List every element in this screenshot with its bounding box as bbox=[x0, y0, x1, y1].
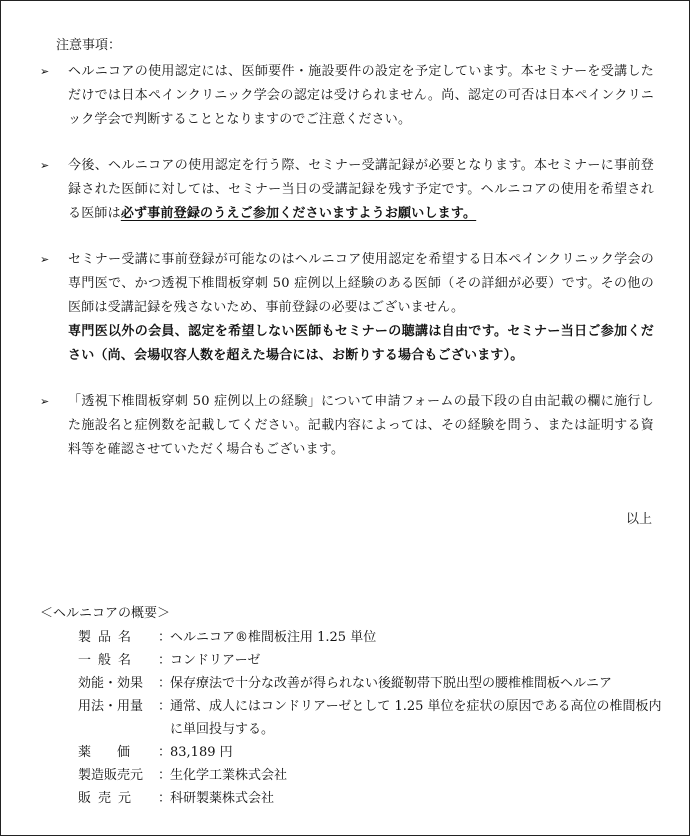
notice-item-text-body: 今後、ヘルニコアの使用認定を行う際、セミナー受講記録が必要となります。本セミナーに事前登録された医師に対しては、セミナー当日の受講記録を残す予定です。ヘルニコアの使用を希望される医師は bbox=[68, 158, 654, 221]
summary-label: 販売元 bbox=[78, 791, 139, 806]
summary-row-product-name bbox=[78, 626, 662, 649]
summary-row-manufacturer bbox=[78, 764, 662, 787]
summary-value: 通常、成人にはコンドリアーゼとして 1.25 単位を症状の原因である高位の椎間板内に単回投与する。 bbox=[170, 699, 662, 737]
summary-colon: ： bbox=[158, 676, 172, 691]
summary-row-indication bbox=[78, 672, 662, 695]
summary-value: 保存療法で十分な改善が得られない後縦靭帯下脱出型の腰椎椎間板ヘルニア bbox=[170, 676, 613, 691]
notice-item-3 bbox=[40, 248, 660, 368]
notice-item-2 bbox=[40, 154, 660, 226]
summary-colon: ： bbox=[158, 791, 172, 806]
summary-value: 生化学工業株式会社 bbox=[170, 768, 288, 783]
notice-item-text bbox=[68, 248, 654, 368]
arrow-bullet-icon: ➢ bbox=[40, 253, 50, 266]
arrow-bullet-icon: ➢ bbox=[40, 395, 50, 408]
notice-item-1 bbox=[40, 60, 660, 132]
notice-item-text bbox=[68, 154, 654, 226]
notice-item-4 bbox=[40, 390, 660, 462]
summary-label: 一般名 bbox=[78, 653, 139, 668]
summary-row-distributor bbox=[78, 787, 662, 810]
summary-value: 科研製薬株式会社 bbox=[170, 791, 275, 806]
summary-value: 83,189 円 bbox=[170, 745, 233, 760]
arrow-bullet-icon: ➢ bbox=[40, 159, 50, 172]
summary-colon: ： bbox=[158, 745, 172, 760]
attendance-bold-note: 専門医以外の会員、認定を希望しない医師もセミナーの聴講は自由です。セミナー当日ご参加ください（尚、会場収容人数を超えた場合には、お断りする場合もございます）。 bbox=[68, 324, 654, 363]
summary-colon: ： bbox=[158, 699, 172, 714]
summary-label: 用法・用量 bbox=[78, 699, 144, 714]
registration-emphasis: 必ず事前登録のうえご参加くださいますようお願いします。 bbox=[120, 206, 477, 221]
summary-value: コンドリアーゼ bbox=[170, 653, 261, 668]
summary-colon: ： bbox=[158, 653, 172, 668]
closing-mark: 以上 bbox=[625, 512, 652, 527]
summary-row-dosage bbox=[78, 695, 662, 741]
summary-title: ＜ヘルニコアの概要＞ bbox=[40, 606, 171, 621]
notice-heading: 注意事項： bbox=[56, 38, 122, 53]
notice-item-text-body: セミナー受講に事前登録が可能なのはヘルニコア使用認定を希望する日本ペインクリニック学会の専門医で、かつ透視下椎間板穿刺 50 症例以上経験のある医師（その詳細が必要）です。その他の医師は受講記録を残さないため、事前登録の必要はございません。 bbox=[68, 252, 654, 315]
summary-row-price bbox=[78, 741, 662, 764]
summary-label: 製造販売元 bbox=[78, 768, 144, 783]
summary-row-generic-name bbox=[78, 649, 662, 672]
summary-colon: ： bbox=[158, 768, 172, 783]
summary-value: ヘルニコア®椎間板注用 1.25 単位 bbox=[170, 630, 377, 645]
summary-label: 効能・効果 bbox=[78, 676, 144, 691]
notice-item-text: 「透視下椎間板穿刺 50 症例以上の経験」について申請フォームの最下段の自由記載の欄に施行した施設名と症例数を記載してください。記載内容によっては、その経験を問う、または証明する資料等を確認させていただく場合もございます。 bbox=[68, 394, 654, 457]
notice-item-text: ヘルニコアの使用認定には、医師要件・施設要件の設定を予定しています。本セミナーを受講しただけでは日本ペインクリニック学会の認定は受けられません。尚、認定の可否は日本ペインクリニック学会で判断することとなりますのでご注意ください。 bbox=[68, 64, 654, 127]
summary-table bbox=[78, 626, 662, 810]
summary-label: 製品名 bbox=[78, 630, 139, 645]
summary-label: 薬価 bbox=[78, 745, 157, 760]
arrow-bullet-icon: ➢ bbox=[40, 65, 50, 78]
summary-colon: ： bbox=[158, 630, 172, 645]
